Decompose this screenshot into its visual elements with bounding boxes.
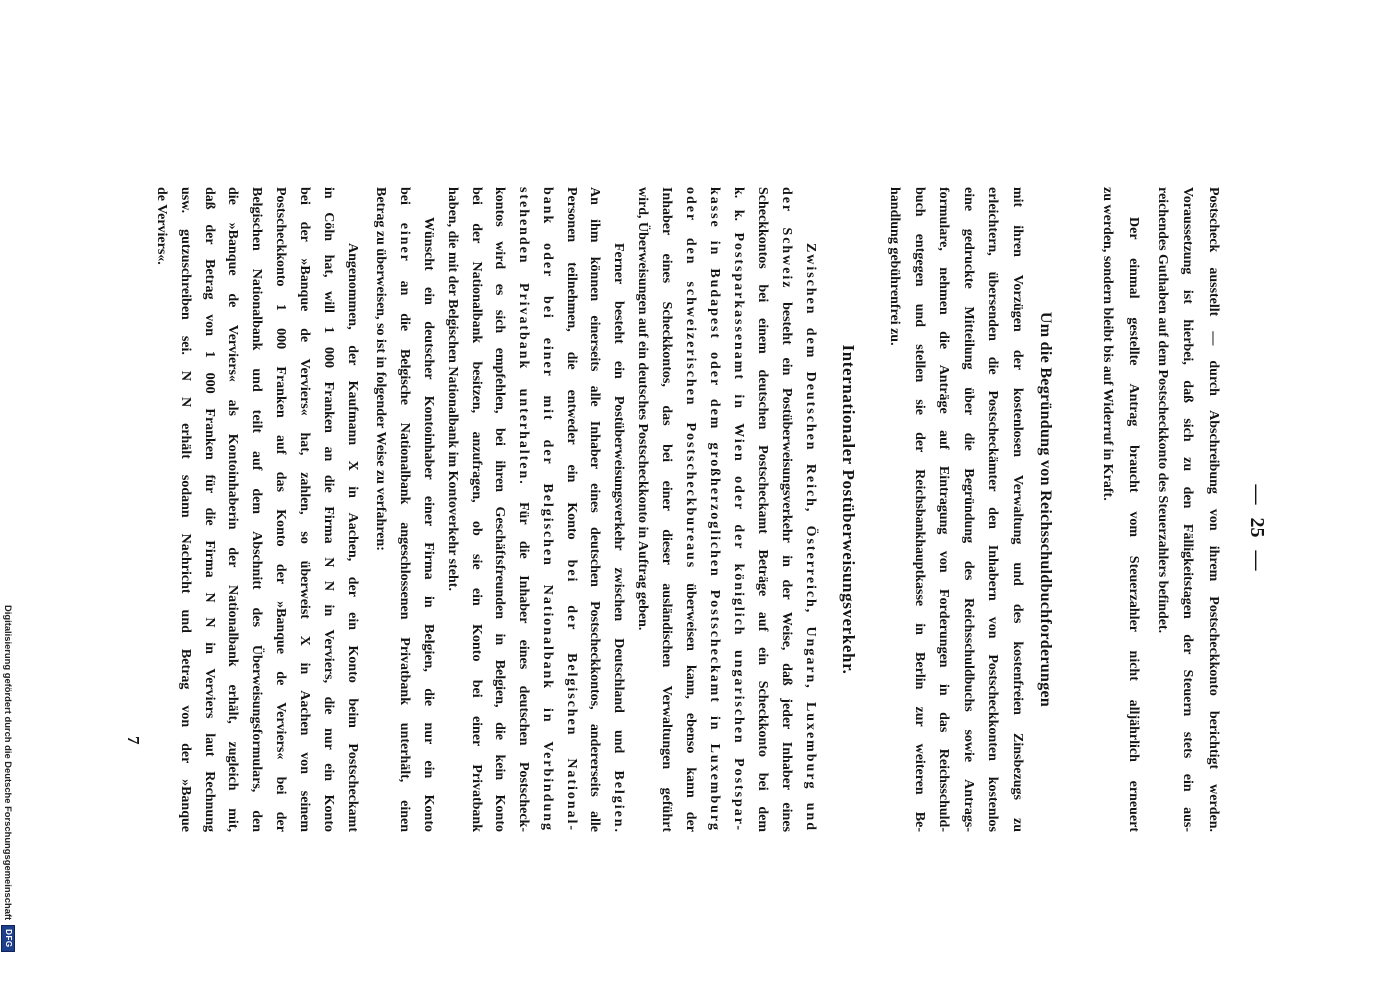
text-run: Belgischen Nationalbank und teilt auf dem Abschnitt des Überweisungsformulars, den [249,187,265,832]
text-line [654,187,678,832]
text-run: in Cöln hat, will 1 000 Franken an die Firma N N in Verviers, die nur ein Konto [321,187,337,832]
text-line [630,187,654,832]
text-line [464,187,488,832]
section-heading-reichsschuldbuch: Um die Begründung von Reichsschuldbuchforderungen [1037,311,1054,708]
text-line [931,187,956,832]
text-run: kontos wird es sich empfehlen, bei ihren Geschäftsfreunden in Belgien, die kein Konto [492,187,508,832]
text-run: Postscheckkonto 1 000 Franken auf das Konto der »Banque de Verviers« bei der [273,187,289,832]
text-run: mit ihren Vorzügen der kostenlosen Verwaltung und des kostenfreien Zinsbezugs zu [1010,187,1025,832]
text-run: zu werden, sondern bleibt bis auf Widerruf in Kraft. [1100,187,1115,501]
text-line [244,187,268,832]
text-run: überweisen kann, ebenso kann der [683,569,698,833]
spaced-text: einer [397,222,412,263]
text-line [1004,187,1029,832]
text-run: . [611,828,626,832]
section-heading-international: Internationaler Postüberweisungsverkehr. [839,344,858,675]
text-line [173,187,197,832]
text-line [726,187,750,832]
text-line [440,187,464,832]
text-line [798,187,822,832]
text-line [268,187,292,832]
text-run: Postscheck ausstellt — durch Abschreibung von ihrem Postscheckkonto berichtigt werden. [1206,187,1221,832]
spaced-text: der Schweiz [779,187,794,290]
text-run: de Verviers«. [153,187,169,265]
text-line [535,187,559,832]
text-line [292,187,316,832]
text-line [1175,187,1201,832]
page-number: — 25 — [1246,484,1268,571]
text-run: k. k. [731,187,746,233]
text-line [149,187,173,832]
spaced-text: Zwischen dem Deutschen Reich, Österreich, Ungarn, Luxemburg und [803,243,818,832]
text-run: Scheckkontos bei einem deutschen Postscheckamt Beträge auf ein Scheckkonto bei dem [755,187,770,832]
text-run: bei der Nationalbank besitzen, anzufragen, ob sie ein Konto bei einer Privatbank [468,187,484,832]
text-line [1150,187,1176,832]
text-line [559,187,583,832]
text-run: reichendes Guthaben auf dem Postscheckkonto des Steuerzahlers befindet. [1155,187,1170,634]
text-run: An ihm können einerseits alle Inhaber eines deutschen Postscheckkontos, andererseits alle [587,187,603,832]
text-run: daß der Betrag von 1 000 Franken für die Firma N N in Verviers laut Rechnung [201,187,217,832]
text-run: Wünscht ein deutscher Kontoinhaber einer Firma in Belgien, die nur ein Konto [421,217,436,832]
paragraph-steuer-continuation [1150,187,1227,832]
spaced-text: kasse in Budapest oder dem großherzoglichen Postscheckamt in Luxemburg [707,187,722,832]
text-run: bei der »Banque de Verviers« hat, zahlen, so überweist X in Aachen von seinem [297,187,313,832]
paragraph-ferner [440,187,630,832]
text-line [606,187,630,832]
text-run: an die Belgische Nationalbank angeschlossenen Privatbank unterhält, einen [397,262,412,832]
spaced-text: stehenden Privatbank unterhalten. [516,187,532,486]
dfg-footer [1,605,15,995]
text-run: haben, die mit der Belgischen Nationalbank im Kontoverkehr steht. [445,187,461,591]
text-run: Für die Inhaber eines deutschen Postscheck- [516,485,532,832]
text-run: Angenommen, der Kaufmann X in Aachen, der ein Konto beim Postscheckamt [345,243,360,832]
text-line [340,187,364,832]
text-line [980,187,1005,832]
text-line [583,187,607,832]
text-run: erleichtern, übersenden die Postscheckämter den Inhabern von Postscheckkonten kostenlos [985,187,1001,832]
signature-mark: 7 [124,736,143,745]
text-run: buch entgegen und stellen sie der Reichsbankhauptkasse in Berlin zur weiteren Be- [911,187,927,832]
spaced-text: Postsparkassenamt in Wien oder der königlich ungarischen Postspar- [731,232,746,833]
spaced-text: bei der Belgischen National- [563,559,579,832]
text-run: eine gedruckte Mitteilung über die Begründung des Reichsschuldbuchs sowie Antrags- [960,187,976,832]
text-run: Ferner besteht ein Postüberweisungsverkehr zwischen Deutschland und [611,243,626,771]
text-line [511,187,535,832]
text-line [488,187,512,832]
text-line [774,187,798,832]
text-run: usw. gutzuschreiben sei. N N erhält sodann Nachricht und Betrag von der »Banque [177,187,193,832]
spaced-text: Belgien [611,770,626,829]
text-line [221,187,245,832]
text-line [1201,187,1227,832]
text-line [906,187,931,832]
text-run: Personen teilnehmen, die entweder ein Konto [563,187,579,560]
dfg-logo: DFG [1,925,15,951]
text-run: Voraussetzung ist hierbei, daß sich zu den Fälligkeitstagen der Steuern stets ein aus- [1180,187,1196,832]
text-line [881,187,906,832]
text-line [416,187,440,832]
text-line [678,187,702,832]
paragraph-wuenscht [368,187,440,832]
text-run: besteht ein Postüberweisungsverkehr in der Weise, daß jeder Inhaber eines [779,289,794,832]
paragraph-angenommen [149,187,364,832]
text-line [316,187,340,832]
text-line [392,187,416,832]
text-run: wird, Überweisungen auf ein deutsches Postscheckkonto in Auftrag geben. [635,187,650,631]
text-run: Betrag zu überweisen, so ist in folgender Weise zu verfahren: [373,187,388,551]
text-line [1120,187,1146,832]
paragraph-antrag [1094,187,1146,832]
text-run: handlung gebührenfrei zu. [887,187,903,346]
spaced-text: bank oder bei einer mit der Belgischen Nationalbank in Verbindung [539,187,555,832]
text-line [955,187,980,832]
text-line [197,187,221,832]
spaced-text: oder den schweizerischen Postscheckbureaus [683,187,698,570]
paragraph-zwischen [630,187,822,832]
text-line [1094,187,1120,832]
text-run: formulare, nehmen die Anträge auf Eintragung von Forderungen in das Reichsschuld- [936,187,952,832]
footer-credit-text: Digitalisierung gefördert durch die Deutsche Forschungsgemeinschaft [3,605,14,921]
text-run: Der einmal gestellte Antrag braucht vom Steuerzahler nicht alljährlich erneuert [1126,217,1141,832]
paragraph-reichsschuldbuch [881,187,1029,832]
text-run: Inhaber eines Scheckkontos, das bei einer dieser ausländischen Verwaltungen geführt [659,187,674,832]
text-run: die »Banque de Verviers« als Kontoinhaberin der Nationalbank erhält, zugleich mit, [225,187,241,832]
text-line [368,187,392,832]
text-line [750,187,774,832]
text-line [702,187,726,832]
text-run: bei [397,187,412,223]
